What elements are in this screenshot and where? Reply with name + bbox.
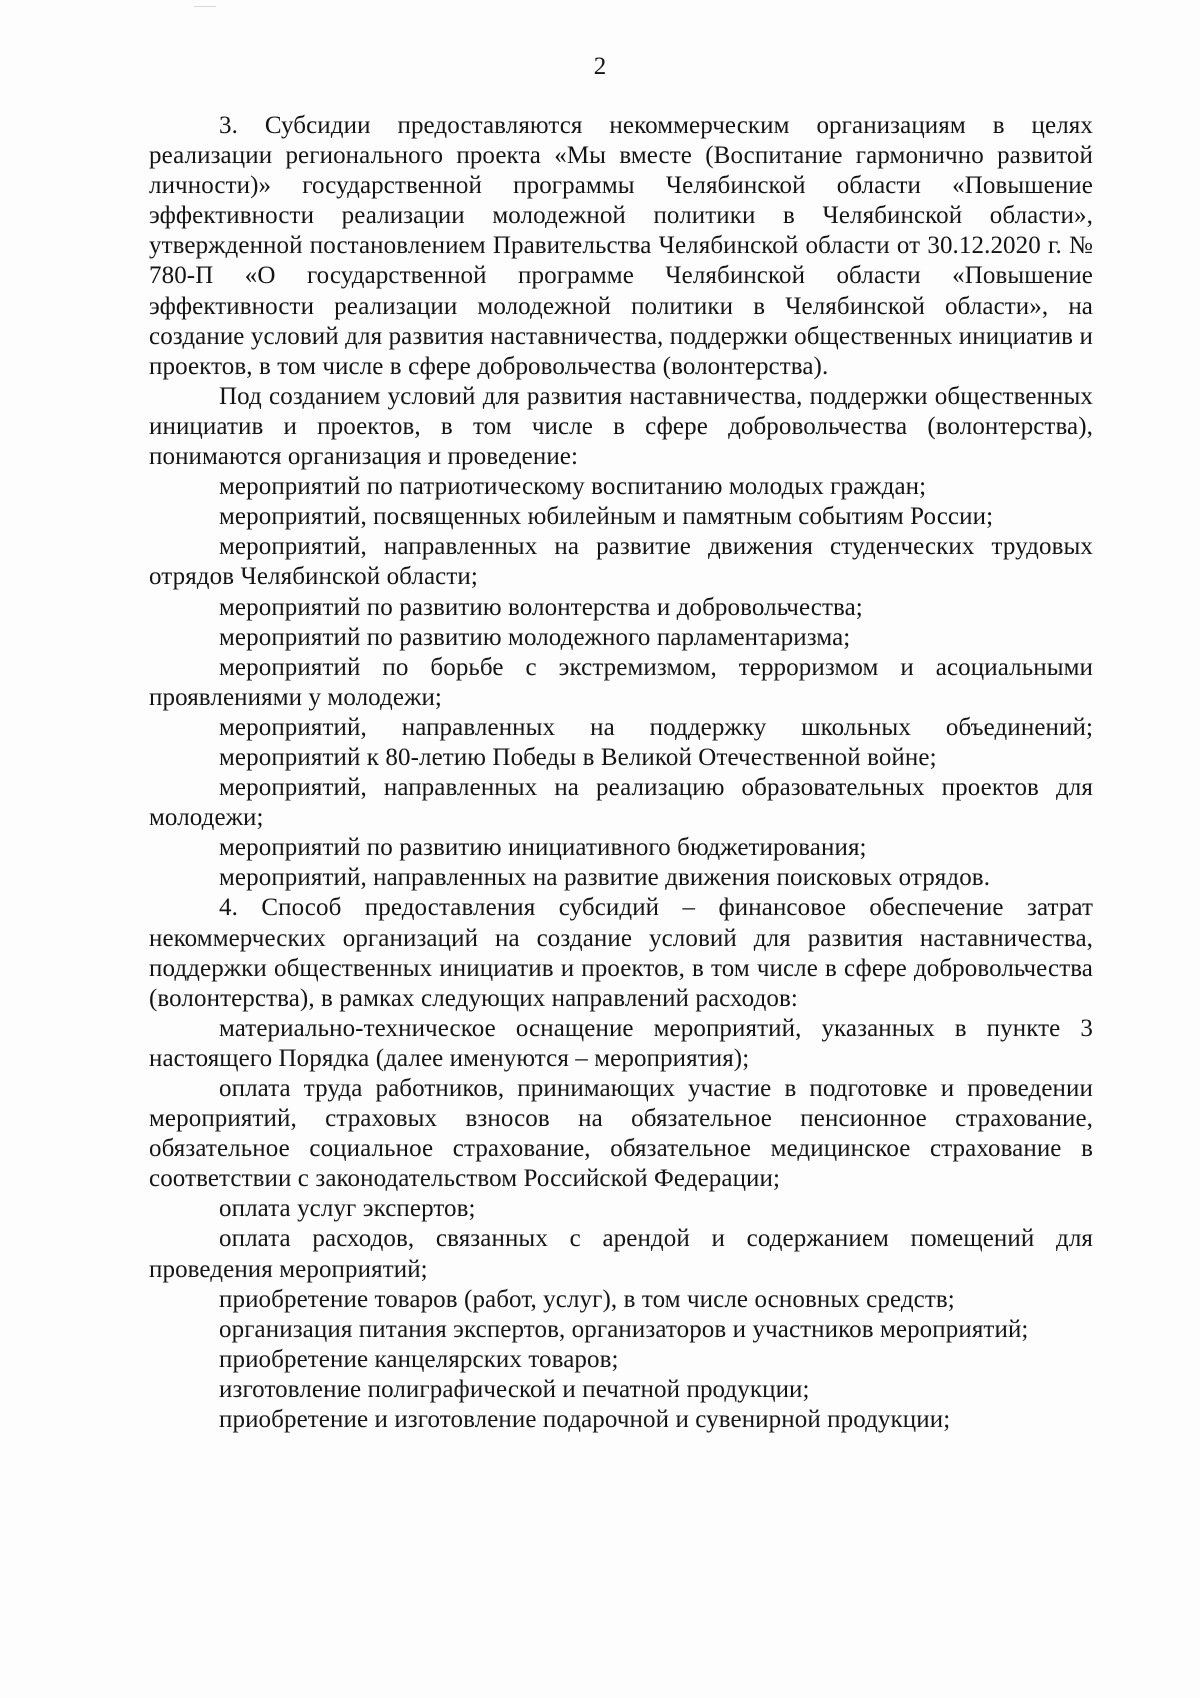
list-item: приобретение товаров (работ, услуг), в том числе основных средств; [219,1285,955,1313]
list-item: мероприятий по борьбе с экстремизмом, терроризмом и асоциальными проявлениями у молодежи; [149,653,1093,711]
list-item: оплата расходов, связанных с арендой и содержанием помещений для проведения мероприятий; [149,1225,1093,1283]
paragraph-item-3: 3. Субсидии предоставляются некоммерческим организациям в целях реализации регионального проекта «Мы вместе (Воспитание гармонично развитой личности)» государственной программы Челябинской области «Повышение эффективности реализации молодежной политики в Челябинской области», утвержденной постановлением Правительства Челябинской области от 30.12.2020 г. № 780-П «О государственной программе Челябинской области «Повышение эффективности реализации молодежной политики в Челябинской области», на создание условий для развития наставничества, поддержки общественных инициатив и проектов, в том числе в сфере добровольчества (волонтерства). [149,112,1093,380]
list-item: мероприятий по развитию молодежного парламентаризма; [219,623,851,651]
document-body [149,111,1093,1435]
list-item: мероприятий, направленных на развитие движения поисковых отрядов. [219,864,991,892]
list-item: мероприятий, посвященных юбилейным и памятным событиям России; [219,503,994,531]
page-number: 2 [593,53,607,80]
scan-artifact [194,6,216,7]
list-item: мероприятий к 80-летию Победы в Великой Отечественной войне; [219,743,937,771]
list-item: изготовление полиграфической и печатной продукции; [219,1375,810,1403]
list-item: мероприятий, направленных на развитие движения студенческих трудовых отрядов Челябинской области; [149,533,1093,591]
list-item: приобретение и изготовление подарочной и сувенирной продукции; [219,1406,951,1434]
list-item: оплата труда работников, принимающих участие в подготовке и проведении мероприятий, страховых взносов на обязательное пенсионное страхование, обязательное социальное страхование, обязательное медицинское страхование в соответствии с законодательством Российской Федерации; [149,1075,1093,1193]
list-item: мероприятий, направленных на поддержку школьных объединений; [219,713,1093,741]
list-item: материально-техническое оснащение мероприятий, указанных в пункте 3 настоящего Порядка (далее именуются – мероприятия); [149,1014,1093,1072]
list-item: приобретение канцелярских товаров; [219,1345,619,1373]
list-item: мероприятий по развитию инициативного бюджетирования; [219,834,867,862]
paragraph-definition: Под созданием условий для развития наставничества, поддержки общественных инициатив и проектов, в том числе в сфере добровольчества (волонтерства), понимаются организация и проведение: [149,382,1093,471]
list-item: организация питания экспертов, организаторов и участников мероприятий; [219,1315,1029,1343]
paragraph-item-4: 4. Способ предоставления субсидий – финансовое обеспечение затрат некоммерческих организаций на создание условий для развития наставничества, поддержки общественных инициатив и проектов, в том числе в сфере добровольчества (волонтерства), в рамках следующих направлений расходов: [149,894,1093,1012]
list-item: мероприятий по развитию волонтерства и добровольчества; [219,593,863,621]
list-item: мероприятий, направленных на реализацию образовательных проектов для молодежи; [149,774,1093,832]
list-item: оплата услуг экспертов; [219,1195,476,1223]
list-item: мероприятий по патриотическому воспитанию молодых граждан; [219,473,927,501]
